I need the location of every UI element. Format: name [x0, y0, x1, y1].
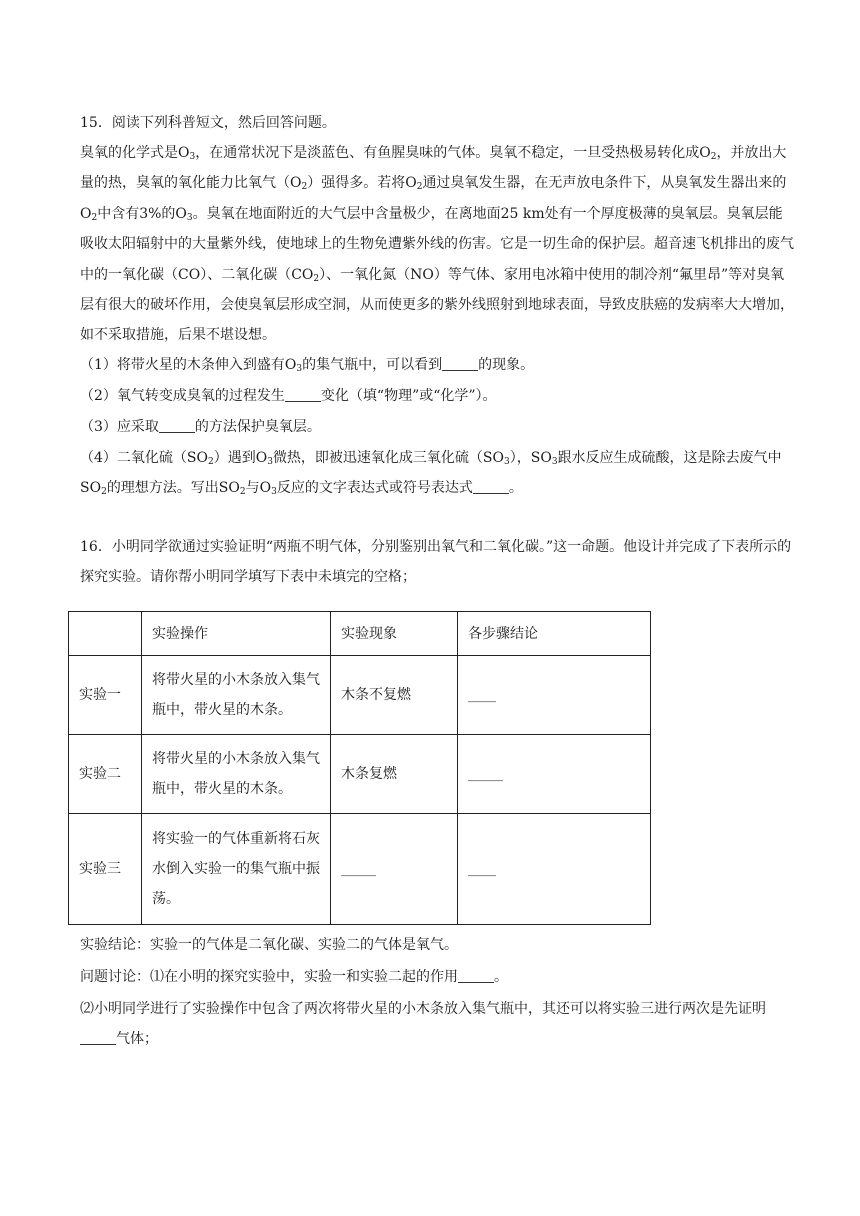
- question-15-part-2: [80, 381, 796, 411]
- experiment-name-cell: 实验二: [69, 735, 142, 814]
- table-header-cell: 各步骤结论: [458, 612, 651, 656]
- question-text: （1）将带火星的木条伸入到盛有O: [80, 357, 297, 373]
- question-text: （4）二氧化硫（SO: [80, 450, 208, 466]
- phenomenon-cell: 木条不复燃: [331, 656, 458, 735]
- discussion-part-1: [80, 962, 796, 992]
- question-15-part-4: [80, 443, 796, 503]
- question-text: 的方法保护臭氧层。: [194, 419, 321, 435]
- question-text: 的现象。: [478, 357, 535, 373]
- answer-blank[interactable]: [473, 479, 509, 494]
- question-text: 跟水反应生成硫酸，这是除去废气中SO: [80, 450, 782, 496]
- conclusion-cell[interactable]: ____: [458, 814, 651, 925]
- phenomenon-cell: 木条复燃: [331, 735, 458, 814]
- answer-blank[interactable]: [159, 418, 195, 433]
- subscript: 3: [551, 457, 558, 467]
- question-text: 的集气瓶中，可以看到: [302, 357, 443, 373]
- operation-cell: 将实验一的气体重新将石灰水倒入实验一的集气瓶中振荡。: [142, 814, 331, 925]
- question-text: 气体；: [116, 1031, 158, 1047]
- article-text: 臭氧的化学式是O: [80, 145, 190, 161]
- question-text: 与O: [245, 480, 272, 496]
- table-row: [69, 814, 651, 925]
- discussion-part-2: [80, 994, 796, 1054]
- question-text: 微热，即被迅速氧化成三氧化硫（SO: [272, 450, 505, 466]
- article-text: ）、一氧化氮（NO）等气体、家用电冰箱中使用的制冷剂“氟里昂”等对臭氧层有很大的破坏作用，会使臭氧层形成空洞，从而使更多的紫外线照射到地球表面，导致皮肤癌的发病率大大增加，如不采取措施，后果不堪设想。: [80, 266, 794, 344]
- question-15-part-1: [80, 350, 796, 380]
- experiment-name-cell: 实验三: [69, 814, 142, 925]
- question-text: （3）应采取: [80, 419, 159, 435]
- experiment-name-cell: 实验一: [69, 656, 142, 735]
- question-text: 反应的文字表达式或符号表达式: [276, 480, 473, 496]
- question-text: 变化（填“物理”或“化学”）。: [320, 388, 497, 404]
- subscript: 2: [207, 457, 214, 467]
- operation-cell: 将带火星的小木条放入集气瓶中，带火星的木条。: [142, 656, 331, 735]
- article-text: ）强得多。若将O: [307, 175, 417, 192]
- answer-blank[interactable]: [80, 1030, 116, 1045]
- subscript: 2: [239, 487, 246, 497]
- question-text: 的理想方法。写出SO: [106, 480, 240, 496]
- experiment-table: [68, 611, 651, 925]
- subscript: 2: [91, 212, 98, 223]
- subscript: 3: [186, 212, 193, 223]
- question-text: 。: [508, 480, 523, 496]
- answer-blank[interactable]: [458, 968, 494, 983]
- conclusion-cell[interactable]: ____: [458, 656, 651, 735]
- subscript: 3: [271, 487, 277, 497]
- question-text: 问题讨论：⑴在小明的探究实验中，实验一和实验二起的作用: [80, 969, 458, 985]
- subscript: 2: [313, 273, 320, 284]
- article-text: 通过臭氧发生器，在无声放电条件下，从臭氧发生器出来的O: [80, 175, 787, 222]
- subscript: 2: [101, 487, 107, 497]
- question-text: 。: [494, 969, 508, 985]
- ozone-article: [80, 138, 796, 351]
- question-text: ⑵小明同学进行了实验操作中包含了两次将带火星的小木条放入集气瓶中，其还可以将实验三进行两次是先证明: [80, 1001, 766, 1017]
- question-16-intro: 16．小明同学欲通过实验证明“两瓶不明气体，分别鉴别出氧气和二氧化碳。”这一命题。他设计并完成了下表所示的探究实验。请你帮小明同学填写下表中未填完的空格；: [80, 539, 792, 585]
- table-row: [69, 656, 651, 735]
- question-text: ），SO: [509, 450, 552, 466]
- article-text: 。臭氧在地面附近的大气层中含量极少，在离地面25 km处有一个厚度极薄的臭氧层。臭氧层能吸收太阳辐射中的大量紫外线，使地球上的生物免遭紫外线的伤害。它是一切生命的保护层。超音速飞机排出的废气中的一氧化碳（CO）、二氧化碳（CO: [80, 205, 794, 283]
- table-header-row: [69, 612, 651, 656]
- answer-blank[interactable]: [442, 356, 478, 371]
- article-text: ，在通常状况下是淡蓝色、有鱼腥臭味的气体。臭氧不稳定，一旦受热极易转化成O: [195, 145, 711, 161]
- subscript: 3: [296, 364, 303, 374]
- article-text: ，并放出大量的热，臭氧的氧化能力比氧气（O: [80, 145, 787, 192]
- table-row: [69, 735, 651, 814]
- operation-cell: 将带火星的小木条放入集气瓶中，带火星的木条。: [142, 735, 331, 814]
- table-header-cell: [69, 612, 142, 656]
- phenomenon-cell[interactable]: _____: [331, 814, 458, 925]
- subscript: 2: [710, 152, 717, 162]
- subscript: 3: [267, 457, 273, 467]
- table-header-cell: 实验操作: [142, 612, 331, 656]
- subscript: 3: [504, 457, 510, 467]
- article-text: 中含有3%的O: [97, 205, 187, 222]
- subscript: 2: [416, 182, 423, 193]
- conclusion-cell[interactable]: _____: [458, 735, 651, 814]
- answer-blank[interactable]: [285, 387, 321, 402]
- question-text: ）遇到O: [213, 450, 268, 466]
- question-15-intro: 15．阅读下列科普短文，然后回答问题。: [80, 115, 336, 131]
- experiment-conclusion: 实验结论：实验一的气体是二氧化碳、实验二的气体是氧气。: [80, 937, 458, 953]
- table-header-cell: 实验现象: [331, 612, 458, 656]
- subscript: 2: [301, 182, 308, 193]
- question-text: （2）氧气转变成臭氧的过程发生: [80, 388, 285, 404]
- question-15-part-3: [80, 412, 796, 442]
- subscript: 3: [189, 152, 196, 162]
